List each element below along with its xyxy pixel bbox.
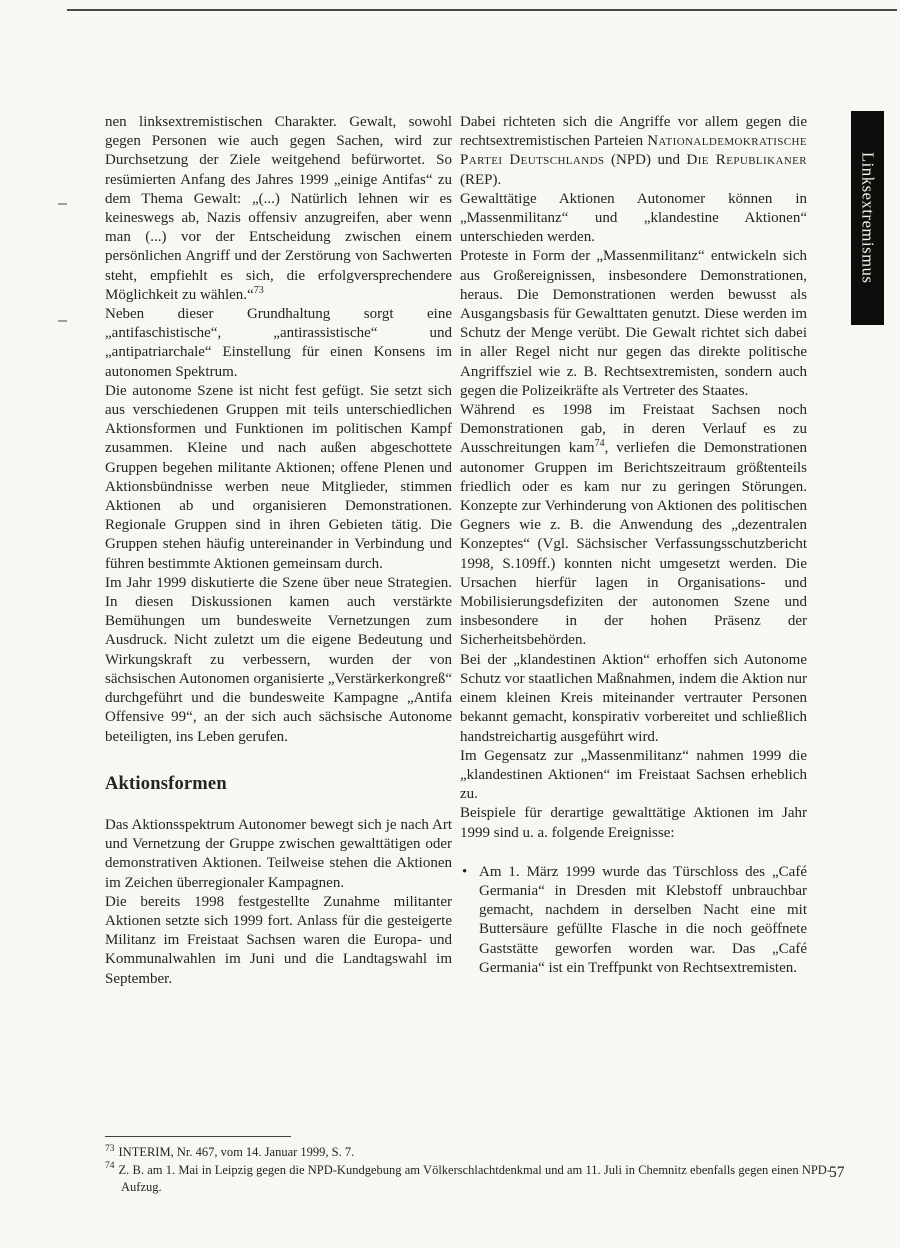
footnote-text: Z. B. am 1. Mai in Leipzig gegen die NPD-Kundgebung am Völkerschlachtdenkmal und am 11. Juli in Chemnitz ebenfalls gegen einen NPD-Aufzug. [118,1162,831,1194]
paragraph-text: , verliefen die Demonstrationen autonomer Gruppen im Berichtszeitraum größtenteils friedlich oder es kam nur zu geringen Störungen. Konzepte zur Verhinderung von Aktionen des politischen Gegners wie z. B. die Anwendung des „dezentralen Konzeptes“ (Vgl. Sächsischer Verfassungsschutzbericht 1998, S.109ff.) konnten nicht umgesetzt werden. Die Ursachen hierfür lagen in Organisations- und Mobilisierungsdefiziten der autonomen Szene und insbesondere in der hohen Präsenz der Sicherheitsbehörden. [460,440,807,649]
footnote-73 [105,1144,831,1162]
section-heading-aktionsformen: Aktionsformen [105,773,227,794]
paragraph-text: (NPD) und [604,152,687,169]
paragraph-text: nen linksextremistischen Charakter. Gewalt, sowohl gegen Personen wie auch gegen Sachen, wird zur Durchsetzung der Ziele weitgehend befürwortet. So resümierten Anfang des Jahres 1999 „einige Antifas“ zu dem Thema Gewalt: „(...) Natürlich lehnen wir es keineswegs ab, Nazis offensiv anzugreifen, aber wenn man (...) vor der Entscheidung zwischen einem persönlichen Angriff und der Zerstörung von Sachwerten steht, empfiehlt es sich, die erfolgversprechendere Möglichkeit zu wählen.“ [105,114,452,303]
party-name-rep: Die Republikaner [686,152,807,169]
party-name-npd: Nationaldemokratische Partei Deutschlands [460,133,807,169]
top-border-rule [67,9,897,11]
footnote-74 [105,1162,831,1197]
paragraph: Die autonome Szene ist nicht fest gefügt. Sie setzt sich aus verschiedenen Gruppen mit teils unterschiedlichen Aktionsformen und Funktionen im politischen Kampf zusammen. Kleine und nach außen abgeschottete Gruppen begehen militante Aktionen; offene Plenen und Aktionsbündnisse werben neue Mitglieder, stimmen Aktionen ab und organisieren Demonstrationen. Regionale Gruppen sind in ihren Gebieten tätig. Die Gruppen stehen häufig untereinander in Verbindung und führen bestimmte Aktionen gemeinsam durch. [105,382,452,572]
bullet-marker: • [462,863,468,880]
side-tab-label: Linksextremismus [858,152,878,284]
left-column [105,113,452,989]
footnote-separator-rule [105,1136,291,1137]
footnote-number: 74 [105,1161,115,1172]
paragraph: Neben dieser Grundhaltung sorgt eine „antifaschistische“, „antirassistische“ und „antipatriarchale“ Einstellung für einen Konsens im autonomen Spektrum. [105,306,452,380]
paragraph: Bei der „klandestinen Aktion“ erhoffen sich Autonome Schutz vor staatlichen Maßnahmen, indem die Aktion nur einem kleinen Kreis miteinander vertrauter Personen bekannt gemacht, konspirativ vorbereitet und schließlich handstreichartig ausgeführt wird. [460,651,807,745]
paragraph: Proteste in Form der „Massenmilitanz“ entwickeln sich aus Großereignissen, insbesondere Demonstrationen, heraus. Die Demonstrationen werden bewusst als Ausgangsbasis für Gewalttaten genutzt. Diese werden im Schutz der Menge verübt. Die Gewalt richtet sich dabei in aller Regel nicht nur gegen das direkte politische Angriffsziel wie z. B. Rechtsextremisten, sondern auch gegen die Polizeikräfte als Vertreter des Staates. [460,248,807,399]
right-column [460,113,807,978]
scan-edge-mark [58,320,67,322]
paragraph-text: (REP). [460,171,502,188]
paragraph-text: Dabei richteten sich die Angriffe vor allem gegen die rechtsextremistischen Parteien [460,114,807,150]
footnote-ref-74: 74 [594,438,605,450]
paragraph: Im Gegensatz zur „Massenmilitanz“ nahmen 1999 die „klandestinen Aktionen“ im Freistaat Sachsen erheblich zu. [460,747,807,803]
bullet-item [460,863,807,978]
side-tab-linksextremismus [851,111,884,325]
paragraph [105,113,452,305]
bullet-text: Am 1. März 1999 wurde das Türschloss des „Café Germania“ in Dresden mit Klebstoff unbrauchbar gemacht, nachdem in derselben Nacht eine mit Buttersäure gefüllte Flasche in die noch geöffnete Gaststätte geworfen worden war. Das „Café Germania“ ist ein Treffpunkt von Rechtsextremisten. [479,863,807,976]
footnote-ref-73: 73 [253,284,264,296]
paragraph: Gewalttätige Aktionen Autonomer können in „Massenmilitanz“ und „klandestine Aktionen“ unterschieden werden. [460,190,807,246]
paragraph: Die bereits 1998 festgestellte Zunahme militanter Aktionen setzte sich 1999 fort. Anlass für die gesteigerte Militanz im Freistaat Sachsen waren die Europa- und Kommunalwahlen im Juni und die Landtagswahl im September. [105,893,452,987]
paragraph-text: Während es 1998 im Freistaat Sachsen noch Demonstrationen gab, in deren Verlauf es zu Ausschreitungen kam [460,402,807,457]
footnote-text: INTERIM, Nr. 467, vom 14. Januar 1999, S. 7. [118,1145,355,1159]
paragraph: Das Aktionsspektrum Autonomer bewegt sich je nach Art und Vernetzung der Gruppe zwischen gewalttätigen oder demonstrativen Aktionen. Teilweise stehen die Aktionen im Zeichen überregionaler Kampagnen. [105,816,452,891]
page-number: 57 [829,1164,845,1181]
footnote-section [105,1136,831,1197]
paragraph: Beispiele für derartige gewalttätige Aktionen im Jahr 1999 sind u. a. folgende Ereignisse: [460,805,807,841]
paragraph [460,113,807,190]
paragraph: Im Jahr 1999 diskutierte die Szene über neue Strategien. In diesen Diskussionen kamen auch verstärkte Bemühungen um bundesweite Vernetzungen zum Ausdruck. Nicht zuletzt um die eigene Bedeutung und Wirkungskraft zu verbessern, wurden der von sächsischen Autonomen organisierte „Verstärkerkongreß“ durchgeführt und die bundesweite Kampagne „Antifa Offensive 99“, an der sich auch sächsische Autonome beteiligten, ins Leben gerufen. [105,574,452,745]
paragraph [460,401,807,651]
scan-edge-mark [58,203,67,205]
footnote-number: 73 [105,1143,115,1154]
